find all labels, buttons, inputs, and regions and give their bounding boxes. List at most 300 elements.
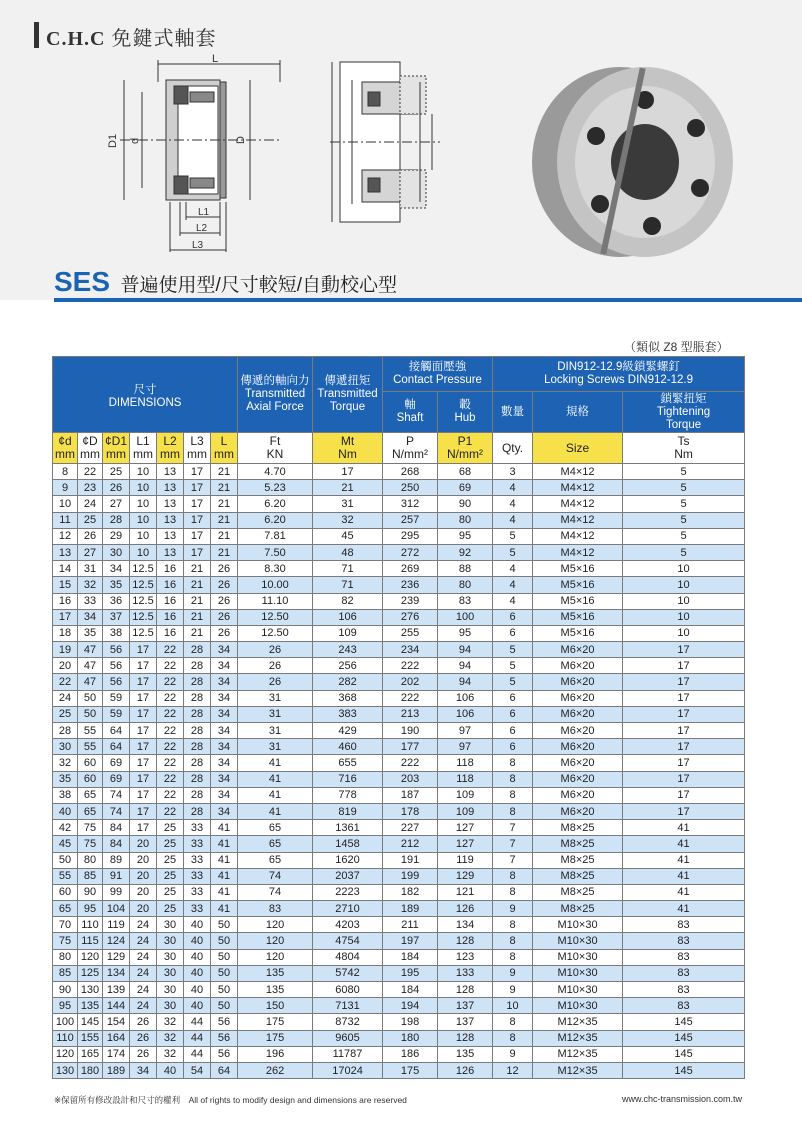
table-cell: 44: [184, 1046, 211, 1062]
table-cell: 130: [78, 982, 103, 998]
table-cell: 41: [211, 820, 238, 836]
table-cell: 82: [313, 593, 383, 609]
table-cell: 10: [623, 577, 745, 593]
table-cell: 35: [53, 771, 78, 787]
table-cell: 5: [493, 642, 533, 658]
table-cell: M10×30: [533, 949, 623, 965]
table-cell: M6×20: [533, 723, 623, 739]
table-cell: M6×20: [533, 658, 623, 674]
table-cell: 4: [493, 496, 533, 512]
unit-symbol: P1: [457, 434, 473, 448]
table-row: [53, 901, 745, 917]
table-cell: 256: [313, 658, 383, 674]
label-L: L: [212, 53, 219, 65]
table-cell: 6.20: [238, 512, 313, 528]
table-cell: M5×16: [533, 593, 623, 609]
table-cell: 25: [157, 901, 184, 917]
table-cell: 22: [157, 723, 184, 739]
table-cell: 34: [211, 739, 238, 755]
table-cell: 368: [313, 690, 383, 706]
table-cell: M5×16: [533, 561, 623, 577]
table-cell: 34: [211, 803, 238, 819]
table-row: [53, 852, 745, 868]
table-cell: M8×25: [533, 836, 623, 852]
table-cell: 6: [493, 690, 533, 706]
table-cell: 7: [493, 820, 533, 836]
table-cell: 26: [238, 674, 313, 690]
table-cell: 17: [130, 739, 157, 755]
table-cell: 17: [130, 706, 157, 722]
unit-label: KN: [266, 447, 284, 461]
table-cell: M10×30: [533, 917, 623, 933]
table-cell: 28: [184, 658, 211, 674]
table-cell: 460: [313, 739, 383, 755]
table-cell: 186: [383, 1046, 438, 1062]
table-cell: 106: [438, 690, 493, 706]
table-cell: M8×25: [533, 820, 623, 836]
table-row: [53, 803, 745, 819]
table-cell: 118: [438, 755, 493, 771]
table-cell: 24: [130, 998, 157, 1014]
table-cell: 180: [383, 1030, 438, 1046]
table-row: [53, 771, 745, 787]
table-cell: 17: [130, 755, 157, 771]
table-row: [53, 982, 745, 998]
table-cell: 40: [184, 998, 211, 1014]
table-cell: 24: [130, 933, 157, 949]
table-cell: 109: [438, 787, 493, 803]
table-cell: 189: [103, 1062, 130, 1078]
table-cell: 1458: [313, 836, 383, 852]
table-row: [53, 577, 745, 593]
table-cell: 84: [103, 820, 130, 836]
unit-header-2: [103, 433, 130, 464]
table-cell: 126: [438, 1062, 493, 1078]
table-cell: 236: [383, 577, 438, 593]
table-cell: 20: [130, 901, 157, 917]
table-cell: 91: [103, 868, 130, 884]
table-cell: 26: [211, 609, 238, 625]
table-cell: 31: [238, 739, 313, 755]
table-cell: 133: [438, 965, 493, 981]
table-cell: 97: [438, 723, 493, 739]
table-cell: 34: [103, 561, 130, 577]
table-cell: 21: [184, 625, 211, 641]
table-cell: 24: [130, 949, 157, 965]
table-row: [53, 690, 745, 706]
unit-header-13: [623, 433, 745, 464]
table-cell: 9: [53, 480, 78, 496]
table-cell: 26: [130, 1030, 157, 1046]
table-cell: 40: [184, 965, 211, 981]
table-cell: 17: [184, 464, 211, 480]
table-cell: 25: [157, 852, 184, 868]
table-cell: 213: [383, 706, 438, 722]
table-cell: 74: [103, 803, 130, 819]
unit-header-6: [211, 433, 238, 464]
table-cell: 30: [157, 965, 184, 981]
series-code: SES: [54, 266, 111, 297]
unit-label: Nm: [674, 447, 693, 461]
table-cell: 17: [623, 755, 745, 771]
table-cell: 41: [623, 868, 745, 884]
table-cell: 295: [383, 528, 438, 544]
table-cell: 137: [438, 998, 493, 1014]
table-cell: 35: [103, 577, 130, 593]
table-cell: 80: [78, 852, 103, 868]
table-cell: 10: [53, 496, 78, 512]
table-row: [53, 674, 745, 690]
table-cell: 10: [130, 528, 157, 544]
table-cell: 4: [493, 593, 533, 609]
table-cell: 30: [53, 739, 78, 755]
table-cell: 10: [130, 496, 157, 512]
table-cell: 64: [211, 1062, 238, 1078]
tightening-header: 鎖緊扭矩 Tightening Torque: [623, 392, 745, 433]
table-row: [53, 933, 745, 949]
table-cell: 88: [438, 561, 493, 577]
table-cell: 12: [493, 1062, 533, 1078]
table-cell: 26: [78, 528, 103, 544]
table-cell: 48: [313, 544, 383, 560]
table-cell: 12.5: [130, 625, 157, 641]
table-cell: 128: [438, 982, 493, 998]
table-cell: 25: [103, 464, 130, 480]
table-cell: 184: [383, 982, 438, 998]
table-cell: 145: [623, 1014, 745, 1030]
table-cell: 5: [623, 480, 745, 496]
pressure-header: 接觸面壓強 Contact Pressure: [383, 357, 493, 392]
table-cell: 17: [130, 690, 157, 706]
table-cell: 41: [623, 836, 745, 852]
table-cell: 44: [184, 1030, 211, 1046]
table-cell: M6×20: [533, 787, 623, 803]
table-cell: 4: [493, 512, 533, 528]
table-cell: 34: [211, 723, 238, 739]
table-cell: 55: [53, 868, 78, 884]
table-cell: 118: [438, 771, 493, 787]
screws-header: DIN912-12.9級鎖緊螺釘 Locking Screws DIN912-12.9: [493, 357, 745, 392]
table-cell: 139: [103, 982, 130, 998]
unit-header-11: [493, 433, 533, 464]
table-cell: 190: [383, 723, 438, 739]
table-cell: 16: [157, 625, 184, 641]
table-cell: 34: [211, 706, 238, 722]
table-cell: 106: [313, 609, 383, 625]
table-cell: 69: [103, 755, 130, 771]
table-cell: 28: [184, 723, 211, 739]
brand-title: [46, 22, 216, 51]
table-cell: 239: [383, 593, 438, 609]
table-cell: 268: [383, 464, 438, 480]
table-cell: 28: [184, 771, 211, 787]
label-L3: L3: [192, 240, 204, 251]
table-cell: 95: [53, 998, 78, 1014]
table-cell: 2037: [313, 868, 383, 884]
table-cell: 4203: [313, 917, 383, 933]
table-cell: 34: [211, 755, 238, 771]
table-cell: 12: [53, 528, 78, 544]
table-cell: 5.23: [238, 480, 313, 496]
table-cell: 8: [493, 1030, 533, 1046]
unit-label: Nm: [338, 447, 357, 461]
table-cell: 18: [53, 625, 78, 641]
table-cell: 41: [623, 820, 745, 836]
table-cell: 8: [493, 803, 533, 819]
table-cell: 22: [157, 739, 184, 755]
table-cell: 70: [53, 917, 78, 933]
unit-symbol: ¢d: [58, 434, 72, 448]
table-cell: 4: [493, 561, 533, 577]
table-cell: M4×12: [533, 544, 623, 560]
table-cell: 22: [157, 803, 184, 819]
table-cell: 8: [493, 884, 533, 900]
table-cell: 24: [130, 965, 157, 981]
table-cell: 17: [623, 739, 745, 755]
table-cell: 31: [238, 706, 313, 722]
table-cell: 83: [623, 982, 745, 998]
table-cell: 26: [130, 1014, 157, 1030]
table-cell: 68: [438, 464, 493, 480]
table-cell: 10: [623, 593, 745, 609]
table-cell: 64: [103, 723, 130, 739]
table-cell: M12×35: [533, 1062, 623, 1078]
table-row: [53, 965, 745, 981]
table-cell: 40: [184, 982, 211, 998]
table-cell: 11787: [313, 1046, 383, 1062]
table-cell: 85: [53, 965, 78, 981]
table-cell: 9: [493, 901, 533, 917]
table-cell: 6.20: [238, 496, 313, 512]
table-cell: 26: [238, 658, 313, 674]
table-cell: 22: [157, 674, 184, 690]
unit-label: N/mm²: [392, 447, 429, 461]
table-cell: 20: [130, 868, 157, 884]
table-cell: 56: [103, 642, 130, 658]
table-cell: 22: [157, 690, 184, 706]
unit-header-5: [184, 433, 211, 464]
table-cell: 13: [157, 464, 184, 480]
table-cell: M12×35: [533, 1046, 623, 1062]
table-cell: 3: [493, 464, 533, 480]
table-cell: 41: [211, 884, 238, 900]
table-cell: 778: [313, 787, 383, 803]
table-cell: 8.30: [238, 561, 313, 577]
table-cell: 90: [53, 982, 78, 998]
table-cell: 22: [157, 771, 184, 787]
table-cell: 56: [211, 1030, 238, 1046]
unit-symbol: ¢D: [82, 434, 98, 448]
table-cell: 34: [211, 787, 238, 803]
table-cell: 50: [211, 998, 238, 1014]
table-cell: 250: [383, 480, 438, 496]
table-cell: 120: [238, 917, 313, 933]
table-row: [53, 1030, 745, 1046]
table-cell: 92: [438, 544, 493, 560]
table-cell: 34: [211, 771, 238, 787]
mounted-section-drawing: [330, 62, 440, 222]
table-cell: 21: [211, 464, 238, 480]
table-row: [53, 528, 745, 544]
table-row: [53, 739, 745, 755]
table-cell: 27: [103, 496, 130, 512]
table-cell: 17: [130, 674, 157, 690]
table-cell: 95: [438, 625, 493, 641]
table-cell: 17: [623, 787, 745, 803]
table-cell: 56: [211, 1014, 238, 1030]
table-cell: 135: [78, 998, 103, 1014]
table-row: [53, 787, 745, 803]
website-url[interactable]: www.chc-transmission.com.tw: [622, 1094, 743, 1104]
table-cell: 312: [383, 496, 438, 512]
table-cell: 28: [184, 755, 211, 771]
unit-label: mm: [55, 447, 75, 461]
table-row: [53, 1014, 745, 1030]
table-cell: 128: [438, 1030, 493, 1046]
table-cell: 21: [211, 480, 238, 496]
table-cell: 24: [53, 690, 78, 706]
table-cell: 150: [238, 998, 313, 1014]
table-cell: 22: [157, 658, 184, 674]
table-cell: 134: [438, 917, 493, 933]
table-cell: 195: [383, 965, 438, 981]
table-cell: 17: [130, 771, 157, 787]
table-cell: 1361: [313, 820, 383, 836]
table-cell: 26: [238, 642, 313, 658]
table-cell: 222: [383, 755, 438, 771]
table-cell: M8×25: [533, 868, 623, 884]
table-cell: 30: [103, 544, 130, 560]
table-row: [53, 868, 745, 884]
table-cell: 119: [103, 917, 130, 933]
table-cell: M12×35: [533, 1014, 623, 1030]
table-cell: 55: [78, 723, 103, 739]
label-D: D: [235, 136, 247, 144]
table-cell: 191: [383, 852, 438, 868]
table-cell: 17: [184, 496, 211, 512]
table-cell: 5: [623, 528, 745, 544]
table-cell: 8: [493, 949, 533, 965]
table-cell: 50: [78, 706, 103, 722]
table-cell: 11: [53, 512, 78, 528]
table-cell: 13: [157, 528, 184, 544]
table-cell: 65: [53, 901, 78, 917]
table-cell: 17: [130, 642, 157, 658]
table-cell: 128: [438, 933, 493, 949]
table-cell: 94: [438, 642, 493, 658]
spec-table: [52, 356, 745, 1079]
table-cell: 203: [383, 771, 438, 787]
table-cell: 135: [238, 965, 313, 981]
table-cell: 54: [184, 1062, 211, 1078]
table-cell: M6×20: [533, 642, 623, 658]
table-cell: 17: [623, 674, 745, 690]
table-cell: M4×12: [533, 496, 623, 512]
table-cell: 83: [238, 901, 313, 917]
label-D1: D1: [107, 133, 119, 148]
brand-bar: [34, 22, 39, 48]
technical-drawings: [100, 52, 800, 282]
table-cell: 17: [623, 706, 745, 722]
table-cell: 33: [184, 868, 211, 884]
table-cell: 50: [211, 965, 238, 981]
table-cell: 16: [157, 609, 184, 625]
table-cell: 65: [78, 787, 103, 803]
table-cell: 25: [157, 820, 184, 836]
table-cell: 28: [184, 674, 211, 690]
table-cell: 10: [130, 464, 157, 480]
front-section-drawing: [107, 53, 280, 252]
table-cell: 129: [438, 868, 493, 884]
table-cell: 198: [383, 1014, 438, 1030]
table-cell: 8: [53, 464, 78, 480]
unit-symbol: Ft: [269, 434, 281, 448]
shaft-header: 軸 Shaft: [383, 392, 438, 433]
unit-label: mm: [160, 447, 180, 461]
table-cell: 178: [383, 803, 438, 819]
table-cell: 17: [623, 658, 745, 674]
table-cell: 165: [78, 1046, 103, 1062]
table-cell: M6×20: [533, 803, 623, 819]
table-cell: 56: [103, 658, 130, 674]
table-cell: 32: [157, 1030, 184, 1046]
table-cell: 30: [157, 998, 184, 1014]
table-cell: 4.70: [238, 464, 313, 480]
table-cell: 50: [78, 690, 103, 706]
table-cell: 9605: [313, 1030, 383, 1046]
table-row: [53, 949, 745, 965]
table-cell: 21: [184, 577, 211, 593]
table-cell: M6×20: [533, 706, 623, 722]
table-cell: 95: [78, 901, 103, 917]
table-cell: 12.50: [238, 625, 313, 641]
table-cell: 50: [53, 852, 78, 868]
table-cell: 60: [78, 755, 103, 771]
table-cell: 5: [623, 496, 745, 512]
table-cell: 26: [211, 561, 238, 577]
table-cell: 6: [493, 723, 533, 739]
table-cell: M10×30: [533, 965, 623, 981]
table-cell: 174: [103, 1046, 130, 1062]
table-cell: 10.00: [238, 577, 313, 593]
table-cell: 6: [493, 625, 533, 641]
table-cell: 1620: [313, 852, 383, 868]
table-cell: 83: [623, 949, 745, 965]
table-cell: 12.5: [130, 593, 157, 609]
table-cell: 28: [103, 512, 130, 528]
table-cell: M10×30: [533, 998, 623, 1014]
table-row: [53, 544, 745, 560]
table-cell: 7131: [313, 998, 383, 1014]
table-cell: 64: [103, 739, 130, 755]
table-cell: 6: [493, 739, 533, 755]
table-cell: 5: [493, 528, 533, 544]
table-cell: 276: [383, 609, 438, 625]
table-cell: 4: [493, 577, 533, 593]
table-cell: 17: [53, 609, 78, 625]
table-cell: 33: [184, 820, 211, 836]
table-cell: 5: [493, 658, 533, 674]
table-cell: 28: [184, 787, 211, 803]
table-cell: 655: [313, 755, 383, 771]
table-cell: 28: [184, 642, 211, 658]
table-cell: 7.50: [238, 544, 313, 560]
table-cell: 13: [157, 512, 184, 528]
table-cell: 10: [130, 544, 157, 560]
table-cell: 10: [623, 561, 745, 577]
table-cell: 12.50: [238, 609, 313, 625]
table-cell: 41: [211, 852, 238, 868]
